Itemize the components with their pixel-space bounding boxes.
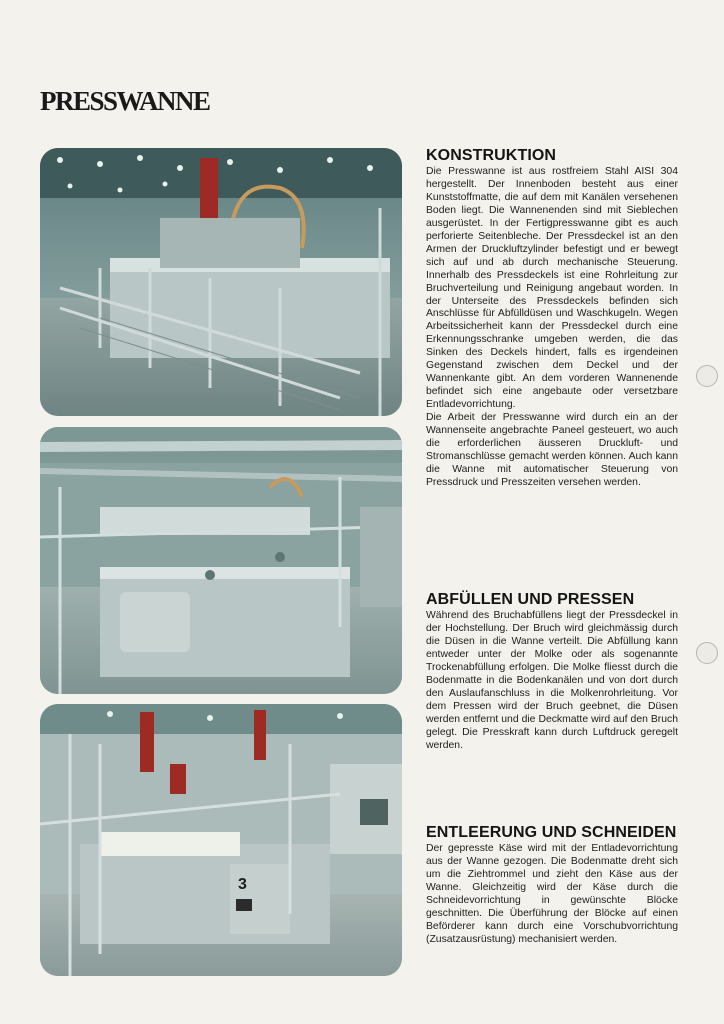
section-heading: ABFÜLLEN UND PRESSEN	[426, 591, 635, 608]
punch-hole-top	[696, 365, 718, 387]
section-konstruktion	[426, 147, 678, 490]
section-paragraph: Während des Bruchabfüllens liegt der Pressdeckel in der Hochstellung. Der Bruch wird gleichmässig durch die Düsen in die Wanne verteilt. Die Abfüllung kann entweder unter der Molke oder als sogenannte Trockenabfüllung erfolgen. Die Molke fliesst durch die Bodenmatte in die Bodenkanälen und von dort durch den Auslaufanschluss in die Molkenrohrleitung. Vor dem Pressen wird der Bruch geebnet, die Düsen werden entfernt und die Deckmatte wird auf den Bruch gelegt. Die Presskraft kann durch Luftdruck geregelt werden.	[426, 610, 678, 751]
section-paragraph: Der gepresste Käse wird mit der Entladevorrichtung aus der Wanne gezogen. Die Bodenmatte dreht sich um die Ziehtrommel und zieht den Käse aus der Wanne. Gleichzeitig wird der Käse durch die Schneidevorrichtung in gewünschte Blöcke geschnitten. Die Überführung der Blöcke auf einen Beförderer kann durch eine Vorschubvorrichtung (Zusatzausrüstung) mechanisiert werden.	[426, 843, 678, 945]
presswanne-filling-photo	[40, 427, 402, 694]
presswanne-unloading-photo	[40, 704, 402, 976]
section-paragraph: Die Presswanne ist aus rostfreiem Stahl AISI 304 hergestellt. Der Innenboden besteht aus einer Kunststoffmatte, die auf dem mit Kanälen versehenen Boden liegt. Die Wannenenden sind mit Sieblechen ausgerüstet. In der Fertigpresswanne gibt es auch perforierte Seitenbleche. Der Pressdeckel ist an den Armen der Druckluftzylinder befestigt und er bewegt sich auf und ab durch mechanische Steuerung. Innerhalb des Pressdeckels ist eine Rohrleitung zur Bruchverteilung und Reinigung angebaut worden. In der Unterseite des Pressdeckels befinden sich Anschlüsse für Abfülldüsen und Waschkugeln. Wegen Arbeitssicherheit kann der Pressdeckel durch eine Erkennungsschranke umgeben werden, die das Sinken des Deckels hindert, falls es irgendeinen Gegenstand zwischen dem Deckel und der Wannenkante gibt. An dem vorderen Wannenende befindet sich eine angebaute oder versetzbare Entladevorrichtung.	[426, 166, 678, 411]
section-heading: ENTLEERUNG UND SCHNEIDEN	[426, 824, 677, 841]
presswanne-installation-photo	[40, 148, 402, 416]
section-heading: KONSTRUKTION	[426, 147, 557, 164]
section-paragraph: Die Arbeit der Presswanne wird durch ein an der Wannenseite angebrachte Paneel gesteuert, wo auch die erforderlichen äusseren Druckluft- und Stromanschlüsse gemacht werden können. Auch kann die Wanne mit automatischer Steuerung von Pressdruck und Presszeiten versehen werden.	[426, 412, 678, 488]
page-title: PRESSWANNE	[40, 86, 210, 116]
section-abfuellen-und-pressen	[426, 591, 678, 752]
punch-hole-bottom	[696, 642, 718, 664]
machine-number-label: 3	[238, 876, 247, 893]
section-entleerung-und-schneiden	[426, 824, 678, 947]
